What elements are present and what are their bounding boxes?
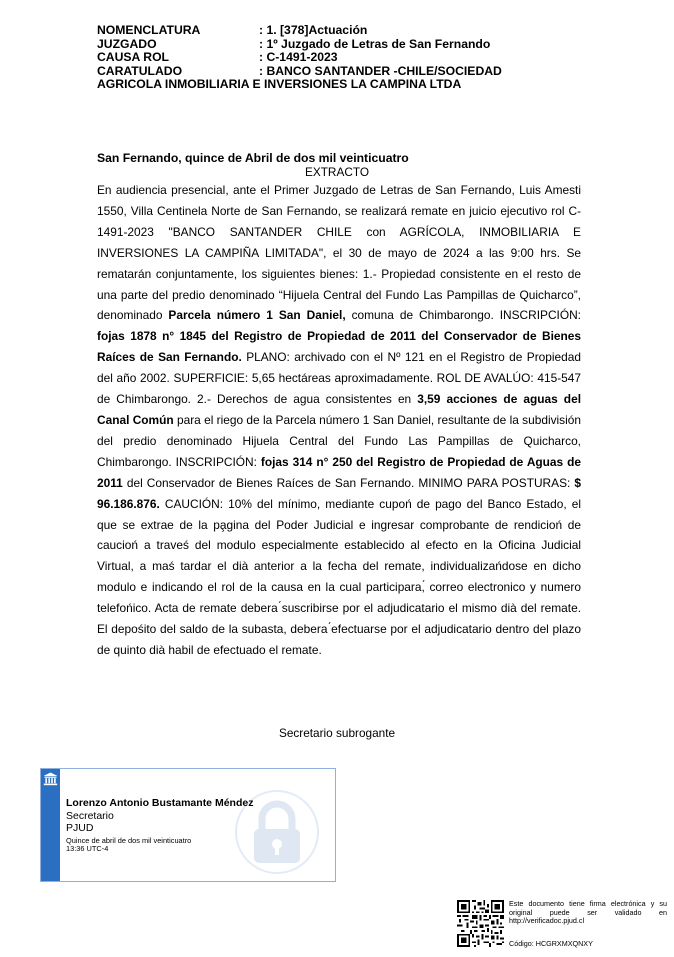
signer-title: Secretario [66, 809, 114, 822]
header-row-juzgado [97, 38, 567, 52]
text-segment: PLANO: archivado con el Nº 121 en el Registro de Propiedad del año 2002. SUPERFICIE: 5,65 hectáreas aproximadamente. ROL DE AVALÚO: 415-547 de Chimbarongo. 2.- Derechos de agua consistentes en [97, 350, 581, 407]
header-label: NOMENCLATURA [97, 23, 201, 37]
signature-date: Quince de abril de dos mil veinticuatro [66, 835, 192, 845]
bold-segment: 3,59 acciones de aguas del Canal Común [97, 392, 581, 427]
text-segment: En audiencia presencial, ante el Primer Juzgado de Letras de San Fernando, Luis Amesti 1550, Villa Centinela Norte de San Fernando, se realizará remate en juicio ejecutivo rol C-1491-2023 "BANCO SANTANDER CHILE con AGRÍCOLA, INMOBILIARIA E INVERSIONES LA CAMPIÑA LIMITADA", el 30 de mayo de 2024 a las 9:00 hrs. Se rematarán conjuntamente, los siguientes bienes: 1.- Propiedad consistente en el resto de una parte del predio denominado “Hijuela Central del Fundo Las Pampillas de Quicharco”, denominado [97, 183, 581, 323]
header-label: CARATULADO [97, 63, 183, 78]
header-row-caratulado [97, 65, 567, 79]
text-segment: del Conservador de Bienes Raíces de San Fernando. MINIMO PARA POSTURAS: [122, 475, 575, 490]
text-segment: CAUCIÓN: 10% del mínimo, mediante cupoń de pago del Banco Estado, el que se extrae de la pa̧gina del Poder Judicial e ingresar comprobante de rendicioń de caucioń a traveś del modulo especialmente establecido al efecto en la Oficina Judicial Virtual, a maś tardar el dià anterior a la fecha del remate, individualizańdose en dicho modulo e indicando el rol de la causa en la cual participara,́ correo electronico y numero telefońico. Acta de remate debera ́suscribirse por el adjudicatario el mismo dià del remate. El depośito del saldo de la subasta, debera ́efectuarse por el adjudicatario dentro del plazo de quinto dià habil de efectuado el remate. [97, 496, 581, 657]
text-segment: comuna de Chimbarongo. INSCRIPCIÓN: [345, 308, 581, 323]
extract-body [97, 180, 581, 661]
signer-org: PJUD [66, 822, 94, 834]
signature-time: 13:36 UTC-4 [66, 844, 109, 853]
header-value: : 1º Juzgado de Letras de San Fernando [259, 36, 491, 51]
qr-code-icon [457, 900, 504, 947]
header-value: : C-1491-2023 [259, 50, 338, 64]
bold-segment: Parcela número 1 San Daniel, [168, 308, 346, 323]
header-value: : 1. [378]Actuación [259, 23, 368, 37]
bold-segment: fojas 1878 n° 1845 del Registro de Propiedad de 2011 del Conservador de Bienes Raíces de San Fernando. [97, 329, 581, 365]
signature-date-block [66, 837, 253, 854]
verification-code: Código: HCGRXMXQNXY [509, 939, 593, 948]
courthouse-icon [43, 772, 58, 786]
electronic-signature-box [40, 768, 336, 882]
header-row-causa-rol [97, 51, 567, 65]
extract-paragraph [97, 180, 581, 661]
document-header [97, 24, 567, 92]
header-caratulado-continuation: AGRICOLA INMOBILIARIA E INVERSIONES LA CAMPINA LTDA [97, 77, 462, 91]
signer-role-line: Secretario subrogante [278, 726, 396, 740]
signer-name: Lorenzo Antonio Bustamante Méndez [66, 797, 254, 809]
verification-note: Este documento tiene firma electrónica y su original puede ser validado en http://verificadoc.pjud.cl [509, 899, 667, 926]
header-label: CAUSA ROL [97, 50, 169, 64]
header-value: : BANCO SANTANDER -CHILE/SOCIEDAD [259, 63, 502, 78]
date-line: San Fernando, quince de Abril de dos mil veinticuatro [97, 151, 409, 165]
header-row-nomenclatura [97, 24, 567, 38]
signature-strip [41, 769, 60, 881]
bold-segment: $ 96.186.876. [97, 475, 581, 511]
extracto-title: EXTRACTO [304, 165, 370, 179]
bold-segment: fojas 314 n° 250 del Registro de Propiedad de Aguas de 2011 [97, 454, 581, 490]
header-label: JUZGADO [97, 36, 157, 51]
signature-details [66, 797, 253, 854]
text-segment: para el riego de la Parcela número 1 San Daniel, resultante de la subdivisión del predio denominado Hijuela Central del Fundo Las Pampillas de Quicharco, Chimbarongo. INSCRIPCIÓN: [97, 412, 581, 469]
